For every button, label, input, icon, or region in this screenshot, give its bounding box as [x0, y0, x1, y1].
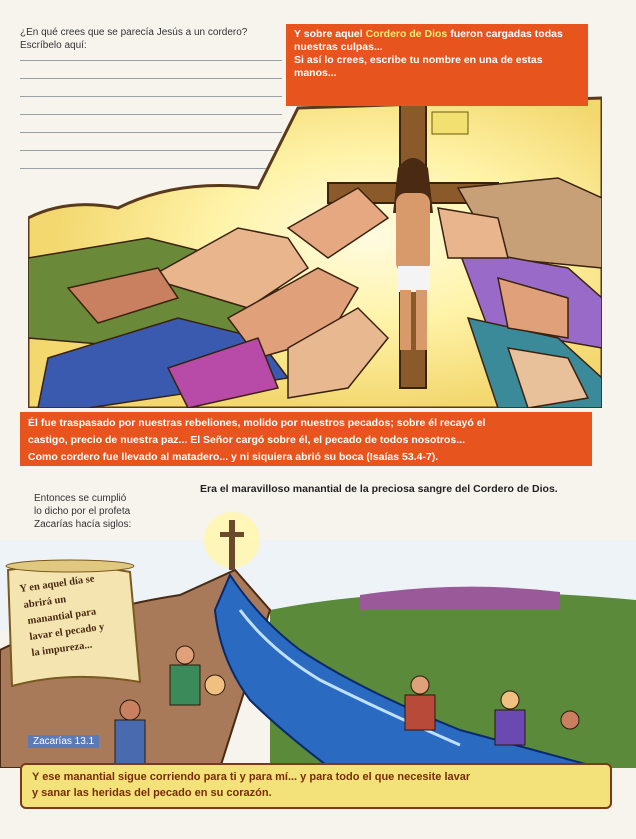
closing-line-1: Y ese manantial sigue corriendo para ti y para mí... y para todo el que necesite lavar	[32, 771, 471, 783]
fountain-illustration	[0, 500, 636, 768]
closing-banner	[20, 763, 612, 809]
isaiah-quote-band	[20, 412, 592, 466]
hands-instruction-box	[286, 24, 588, 106]
question-prompt: ¿En qué crees que se parecía Jesús a un cordero?	[20, 27, 248, 38]
scroll-line-2: abrirá un	[22, 594, 67, 611]
answer-line[interactable]	[20, 78, 282, 79]
scroll-line-3: manantial para	[26, 606, 97, 627]
closing-line-2: y sanar las heridas del pecado en su corazón.	[32, 787, 272, 799]
hands-text-highlight: Cordero de Dios	[365, 28, 448, 40]
isaiah-line-2: castigo, precio de nuestra paz... El Señor cargó sobre él, el pecado de todos nosotros...	[28, 434, 466, 446]
fountain-header: Era el maravilloso manantial de la preciosa sangre del Cordero de Dios.	[200, 483, 558, 495]
scroll-line-4: lavar el pecado y	[28, 621, 106, 643]
hands-text-2: Si así lo crees, escribe tu nombre en una de estas manos...	[294, 54, 543, 79]
hands-cross-illustration	[28, 88, 602, 408]
scripture-reference: Zacarías 13.1	[28, 735, 99, 748]
prophet-note: Entonces se cumplió lo dicho por el profeta Zacarías hacía siglos:	[34, 493, 132, 530]
isaiah-line-1: Él fue traspasado por nuestras rebeliones, molido por nuestros pecados; sobre él recayó el	[28, 417, 486, 429]
prophecy-scroll	[6, 560, 140, 686]
scroll-line-5: la impureza...	[30, 639, 93, 659]
lamb-question	[20, 26, 270, 52]
answer-line[interactable]	[20, 60, 282, 61]
question-instruction: Escríbelo aquí:	[20, 40, 87, 51]
hands-text-1a: Y sobre aquel	[294, 28, 366, 40]
isaiah-line-3: Como cordero fue llevado al matadero... y ni siquiera abrió su boca (Isaías 53.4-7).	[28, 451, 439, 463]
hands-text-1b: fueron cargadas todas nuestras culpas...	[294, 28, 563, 53]
scroll-line-1: Y en aquel día se	[18, 573, 96, 595]
